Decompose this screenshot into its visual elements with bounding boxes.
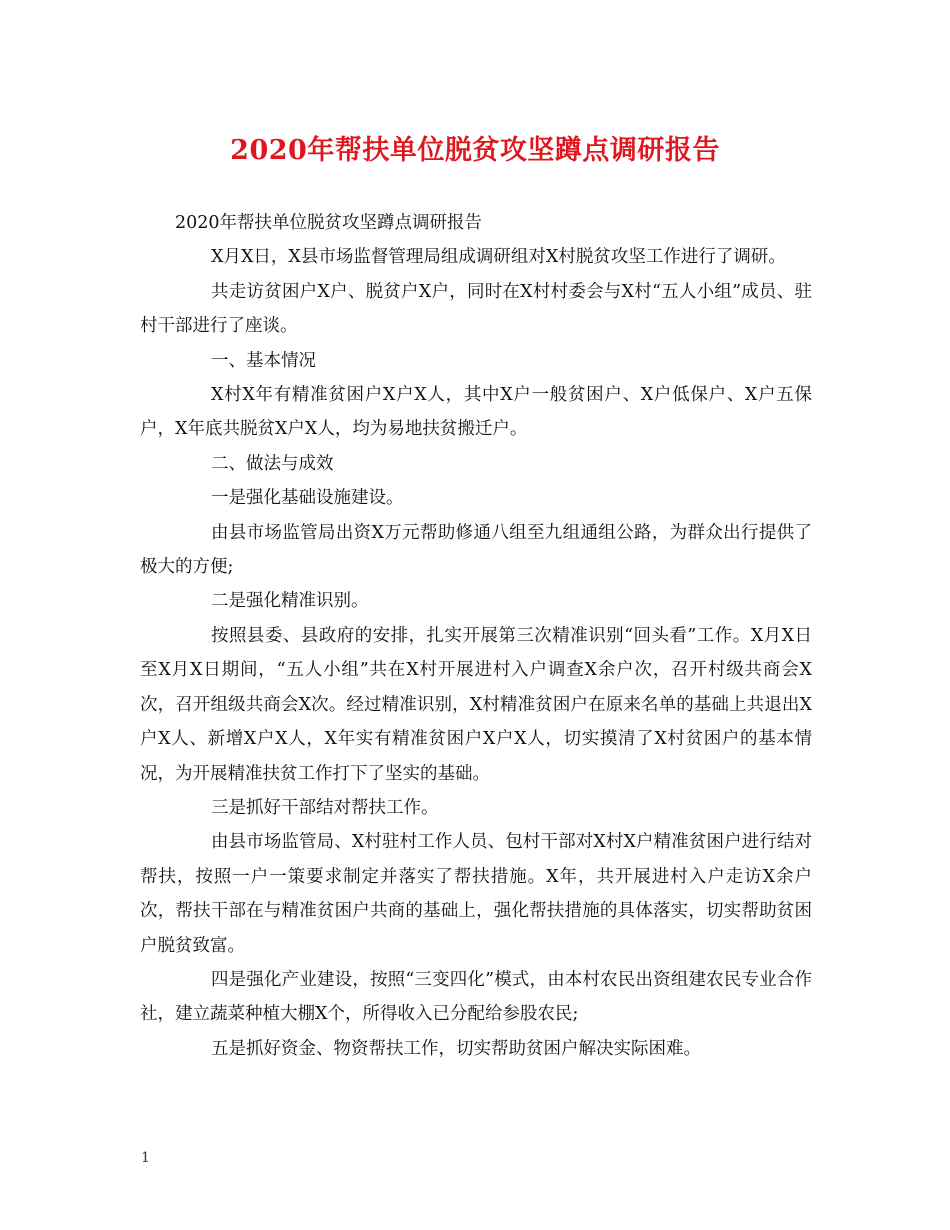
document-body (140, 206, 812, 1066)
paragraph-subtitle: 2020年帮扶单位脱贫攻坚蹲点调研报告 (175, 213, 483, 233)
document-title: 2020年帮扶单位脱贫攻坚蹲点调研报告 (230, 135, 720, 166)
paragraph: 共走访贫困户X户、脱贫户X户，同时在X村村委会与X村“五人小组”成员、驻村干部进行了座谈。 (140, 281, 812, 337)
paragraph: 三是抓好干部结对帮扶工作。 (211, 797, 439, 818)
paragraph: 一是强化基础设施建设。 (211, 488, 404, 509)
paragraph: X月X日，X县市场监督管理局组成调研组对X村脱贫攻坚工作进行了调研。 (211, 247, 786, 268)
paragraph: 五是抓好资金、物资帮扶工作，切实帮助贫困户解决实际困难。 (211, 1038, 701, 1059)
paragraph: 四是强化产业建设，按照“三变四化”模式，由本村农民出资组建农民专业合作社，建立蔬菜种植大棚X个，所得收入已分配给参股农民; (140, 969, 812, 1025)
paragraph: 由县市场监管局出资X万元帮助修通八组至九组通组公路，为群众出行提供了极大的方便; (140, 522, 812, 578)
paragraph: 按照县委、县政府的安排，扎实开展第三次精准识别“回头看”工作。X月X日至X月X日期间，“五人小组”共在X村开展进村入户调查X余户次，召开村级共商会X次，召开组级共商会X次。经过精准识别，X村精准贫困户在原来名单的基础上共退出X户X人、新增X户X人，X年实有精准贫困户X户X人，切实摸清了X村贫困户的基本情况，为开展精准扶贫工作打下了坚实的基础。 (140, 625, 812, 784)
section-heading-basic-situation: 一、基本情况 (211, 350, 316, 371)
section-heading-methods-results: 二、做法与成效 (211, 453, 334, 474)
page-number: 1 (141, 1150, 150, 1166)
paragraph: X村X年有精准贫困户X户X人，其中X户一般贫困户、X户低保户、X户五保户，X年底共脱贫X户X人，均为易地扶贫搬迁户。 (140, 385, 812, 440)
paragraph: 由县市场监管局、X村驻村工作人员、包村干部对X村X户精准贫困户进行结对帮扶，按照一户一策要求制定并落实了帮扶措施。X年，共开展进村入户走访X余户次，帮扶干部在与精准贫困户共商的基础上，强化帮扶措施的具体落实，切实帮助贫困户脱贫致富。 (140, 832, 812, 956)
paragraph: 二是强化精准识别。 (211, 591, 369, 612)
